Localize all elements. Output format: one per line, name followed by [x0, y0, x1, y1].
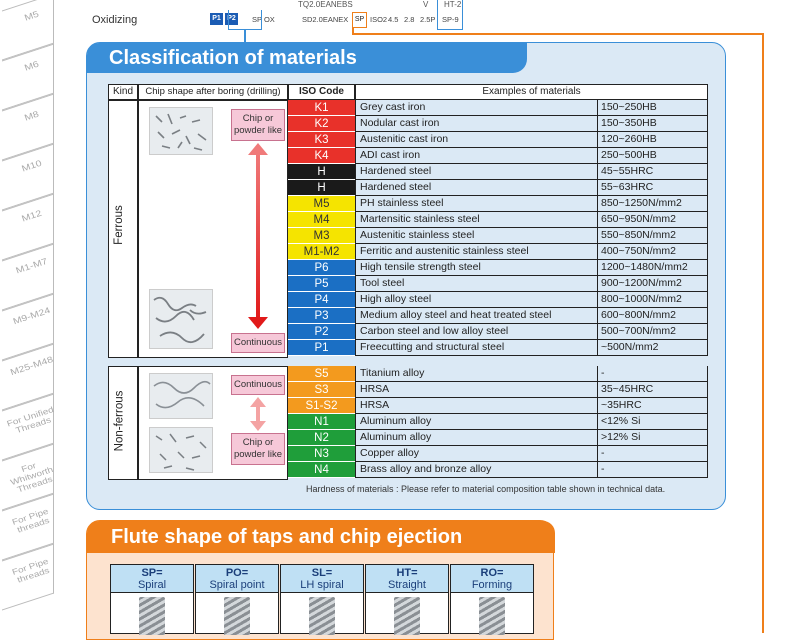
iso-code-cell: P6: [288, 260, 355, 276]
side-tab-label: M12: [20, 208, 44, 225]
double-arrow-icon: [248, 397, 268, 431]
material-cell: Brass alloy and bronze alloy: [355, 462, 597, 478]
hardness-cell: 800~1000N/mm2: [597, 292, 708, 308]
material-cell: Medium alloy steel and heat treated steel: [355, 308, 597, 324]
chip-ferrous: [138, 100, 288, 358]
flute-code: PO=: [225, 567, 249, 579]
iso-code-cell: N3: [288, 446, 355, 462]
p1-badge: P1: [210, 13, 223, 25]
material-cell: ADI cast iron: [355, 148, 597, 164]
flute-card: [365, 564, 449, 634]
oxidizing-label: Oxidizing: [92, 14, 138, 26]
hardness-cell: -: [597, 446, 708, 462]
hardness-cell: 900~1200N/mm2: [597, 276, 708, 292]
iso-code-cell: K1: [288, 100, 355, 116]
material-cell: Copper alloy: [355, 446, 597, 462]
tap-image: [309, 597, 335, 635]
flute-card: [280, 564, 364, 634]
chip-label-nf-continuous: Continuous: [231, 375, 285, 395]
iso-code-cell: H: [288, 180, 355, 196]
iso-code-cell: P3: [288, 308, 355, 324]
material-cell: Hardened steel: [355, 164, 597, 180]
material-cell: Ferritic and austenitic stainless steel: [355, 244, 597, 260]
material-cell: Hardened steel: [355, 180, 597, 196]
hardness-cell: 55~63HRC: [597, 180, 708, 196]
side-tab-label: For Pipe threads: [10, 556, 51, 585]
flute-title: Flute shape of taps and chip ejection: [87, 521, 555, 553]
side-tab-label: M5: [23, 9, 41, 24]
tap-image: [139, 597, 165, 635]
ferrous-label: Ferrous: [112, 205, 125, 245]
material-cell: Tool steel: [355, 276, 597, 292]
classification-title: Classification of materials: [87, 43, 527, 73]
iso-code-cell: K2: [288, 116, 355, 132]
iso-code-cell: M5: [288, 196, 355, 212]
tap-image: [224, 597, 250, 635]
chip-label-continuous: Continuous: [231, 333, 285, 353]
hardness-cell: 550~850N/mm2: [597, 228, 708, 244]
header-chip-shape: Chip shape after boring (drilling): [138, 84, 288, 100]
material-cell: HRSA: [355, 382, 597, 398]
chip-photo-powder: [149, 107, 213, 155]
hardness-cell: 400~750N/mm2: [597, 244, 708, 260]
hardness-cell: 150~350HB: [597, 116, 708, 132]
flute-card-header: [366, 565, 448, 593]
top-cell: SP-9: [442, 15, 459, 24]
material-cell: Titanium alloy: [355, 366, 597, 382]
flute-name: Forming: [471, 579, 513, 591]
side-tab-label: For Whitworth Threads: [9, 460, 55, 495]
flute-name: LH spiral: [300, 579, 344, 591]
flute-card: [110, 564, 194, 634]
top-code: TQ2.0EANEBS: [298, 0, 353, 9]
flute-code: HT=: [396, 567, 418, 579]
hardness-cell: 35~45HRC: [597, 382, 708, 398]
connector-line-orange-vertical: [762, 33, 764, 633]
side-tab-label: M6: [23, 59, 41, 74]
kind-nonferrous: [108, 366, 138, 480]
iso-code-cell: M3: [288, 228, 355, 244]
iso-code-cell: N1: [288, 414, 355, 430]
iso-code-cell: P1: [288, 340, 355, 356]
side-tab-label: For Unified Threads: [5, 404, 55, 435]
side-tab-label: M1-M7: [14, 256, 50, 277]
tap-image: [394, 597, 420, 635]
material-cell: High tensile strength steel: [355, 260, 597, 276]
iso-code-cell: N2: [288, 430, 355, 446]
top-cell: 2.8: [404, 15, 415, 24]
hardness-note: Hardness of materials : Please refer to material composition table shown in technical data.: [306, 484, 666, 494]
material-cell: Freecutting and structural steel: [355, 340, 597, 356]
highlight-box-blue: [228, 10, 262, 30]
top-v: V: [423, 0, 429, 9]
flute-card-header: [281, 565, 363, 593]
material-cell: Aluminum alloy: [355, 414, 597, 430]
hardness-cell: <12% Si: [597, 414, 708, 430]
connector-line-orange: [352, 33, 764, 35]
hardness-cell: 45~55HRC: [597, 164, 708, 180]
header-iso-code: ISO Code: [288, 84, 355, 100]
tap-image: [479, 597, 505, 635]
iso-code-cell: P2: [288, 324, 355, 340]
nonferrous-label: Non-ferrous: [113, 390, 126, 452]
material-cell: Austenitic cast iron: [355, 132, 597, 148]
material-cell: Austenitic stainless steel: [355, 228, 597, 244]
flute-name: Spiral: [137, 579, 167, 591]
side-tab-label: M25-M48: [8, 354, 55, 378]
top-cell: 2.5P: [420, 15, 436, 24]
iso-code-cell: P5: [288, 276, 355, 292]
side-index-tabs: [0, 0, 58, 630]
header-examples: Examples of materials: [355, 84, 708, 100]
iso-code-cell: H: [288, 164, 355, 180]
hardness-cell: ~500N/mm2: [597, 340, 708, 356]
hardness-cell: 150~250HB: [597, 100, 708, 116]
side-tab-label: M10: [20, 158, 44, 175]
top-cell: SD2.0EANEX: [302, 15, 349, 24]
hardness-cell: 500~700N/mm2: [597, 324, 708, 340]
arrow-shaft-ferrous: [256, 151, 260, 321]
hardness-cell: 600~800N/mm2: [597, 308, 708, 324]
kind-ferrous: [108, 100, 138, 358]
chip-photo-nf-continuous: [149, 373, 213, 419]
p2-badge: P2: [225, 13, 238, 25]
hardness-cell: -: [597, 462, 708, 478]
hardness-cell: 650~950N/mm2: [597, 212, 708, 228]
material-cell: PH stainless steel: [355, 196, 597, 212]
iso-code-cell: S5: [288, 366, 355, 382]
hardness-cell: >12% Si: [597, 430, 708, 446]
top-ht: HT-2: [444, 0, 462, 9]
iso-code-cell: P4: [288, 292, 355, 308]
iso-code-cell: M4: [288, 212, 355, 228]
chip-photo-continuous: [149, 289, 213, 349]
hardness-cell: ~35HRC: [597, 398, 708, 414]
highlight-box-blue-right: [437, 0, 463, 30]
chip-label-powder: Chip or powder like: [231, 109, 285, 141]
top-cell: SP OX: [252, 15, 275, 24]
material-cell: Grey cast iron: [355, 100, 597, 116]
flute-card-header: [196, 565, 278, 593]
material-cell: Nodular cast iron: [355, 116, 597, 132]
chip-photo-nf-powder: [149, 427, 213, 473]
flute-card: [195, 564, 279, 634]
arrow-down-icon: [248, 317, 268, 329]
iso-code-cell: K4: [288, 148, 355, 164]
flute-code: SL=: [311, 567, 333, 579]
flute-code: SP=: [141, 567, 163, 579]
chip-nonferrous: [138, 366, 288, 480]
material-cell: Martensitic stainless steel: [355, 212, 597, 228]
hardness-cell: -: [597, 366, 708, 382]
hardness-cell: 1200~1480N/mm2: [597, 260, 708, 276]
flute-card-header: [451, 565, 533, 593]
hardness-cell: 120~260HB: [597, 132, 708, 148]
iso-code-cell: N4: [288, 462, 355, 478]
flute-code: RO=: [480, 567, 504, 579]
flute-card: [450, 564, 534, 634]
header-kind: Kind: [108, 84, 138, 100]
side-tab-label: M8: [23, 109, 41, 124]
iso-code-cell: M1-M2: [288, 244, 355, 260]
top-cell: 4.5: [388, 15, 399, 24]
iso-code-cell: S3: [288, 382, 355, 398]
iso-code-cell: K3: [288, 132, 355, 148]
arrow-up-icon: [248, 143, 268, 155]
material-cell: HRSA: [355, 398, 597, 414]
material-cell: Aluminum alloy: [355, 430, 597, 446]
top-cell: ISO2: [370, 15, 388, 24]
sp-box: SP: [352, 12, 367, 28]
flute-name: Spiral point: [209, 579, 265, 591]
hardness-cell: 850~1250N/mm2: [597, 196, 708, 212]
iso-code-cell: S1-S2: [288, 398, 355, 414]
side-tab-label: For Pipe threads: [10, 506, 51, 535]
hardness-cell: 250~500HB: [597, 148, 708, 164]
flute-card-header: [111, 565, 193, 593]
material-cell: Carbon steel and low alloy steel: [355, 324, 597, 340]
side-tab-label: M9-M24: [11, 305, 52, 327]
chip-label-nf-powder: Chip or powder like: [231, 433, 285, 465]
flute-name: Straight: [388, 579, 426, 591]
material-cell: High alloy steel: [355, 292, 597, 308]
